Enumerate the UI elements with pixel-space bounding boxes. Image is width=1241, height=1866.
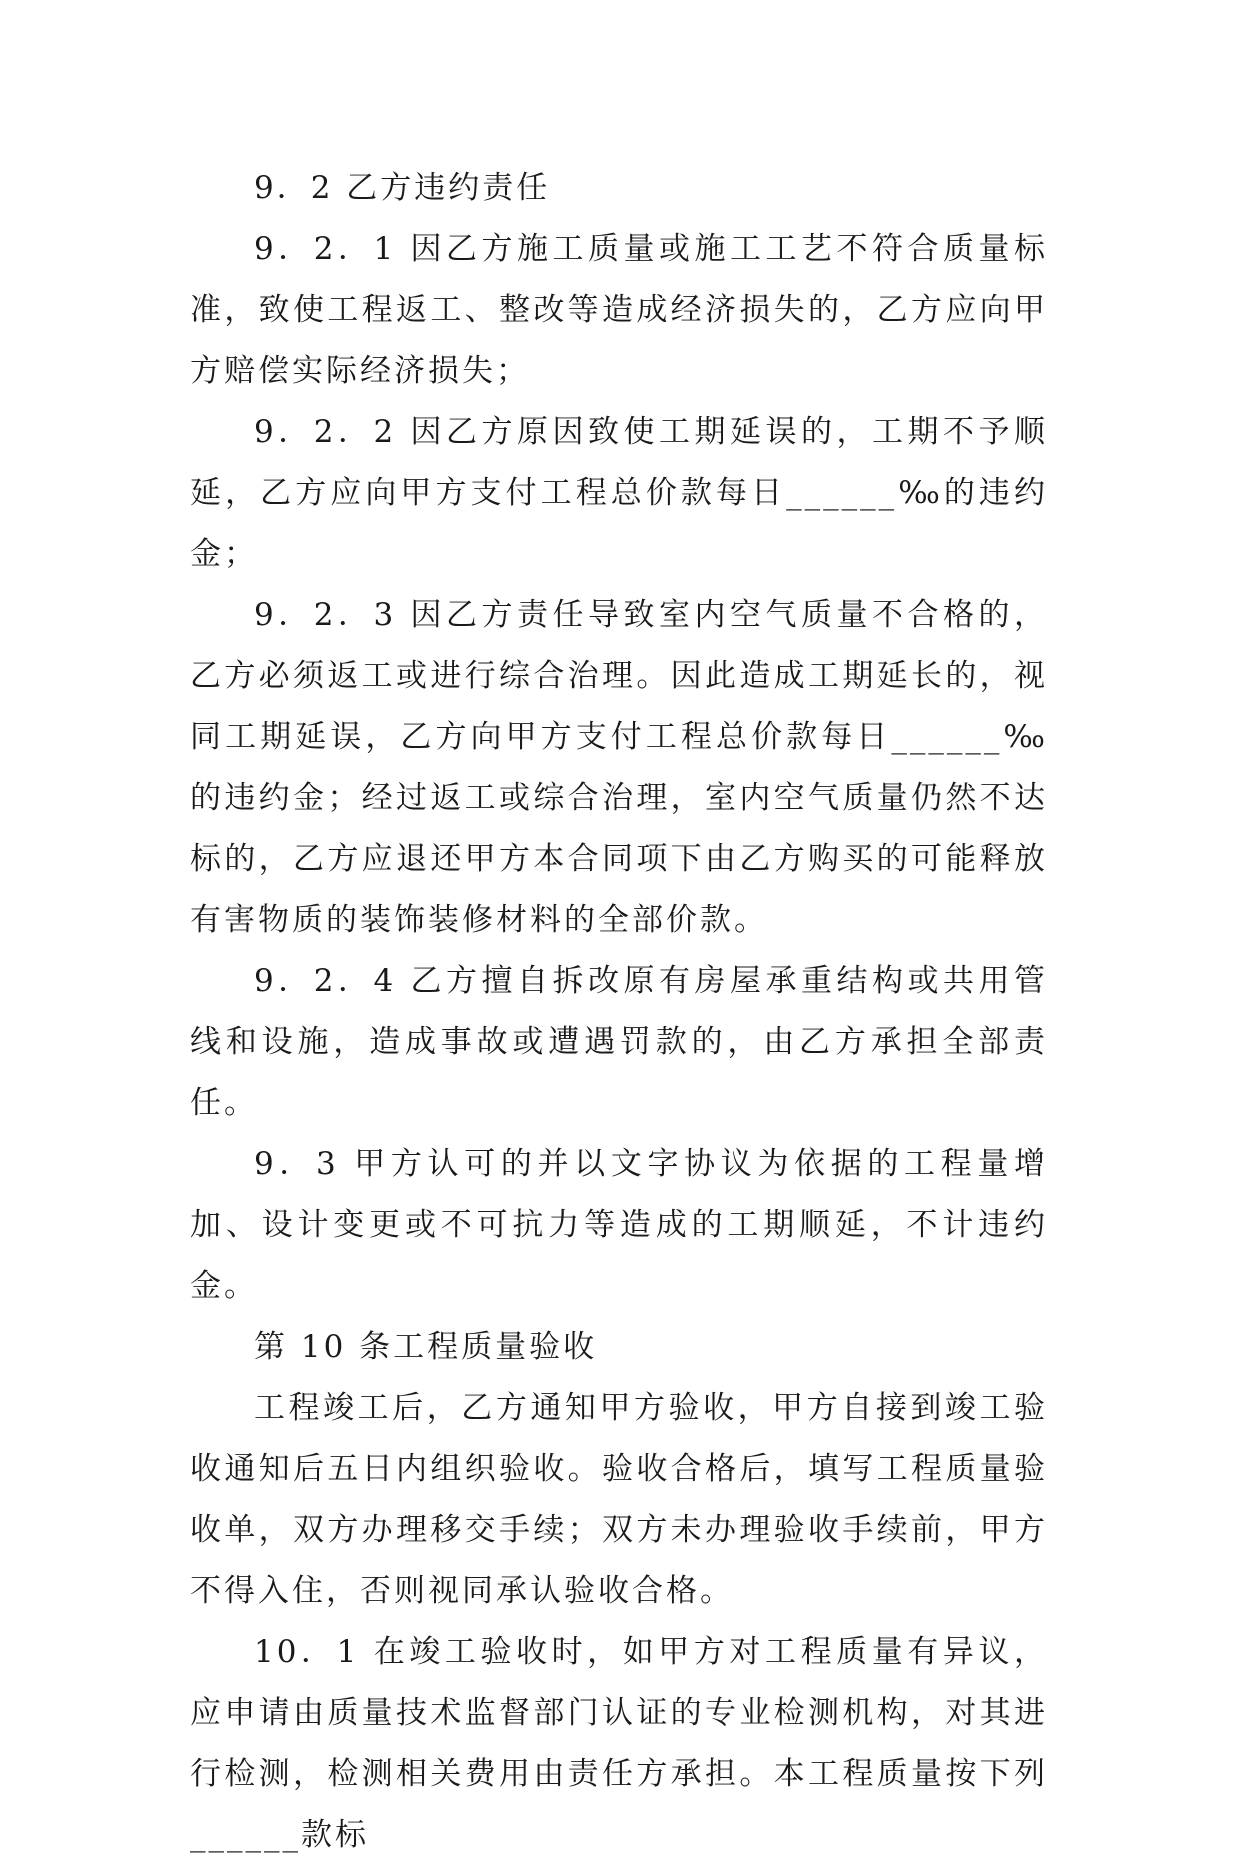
clause-10-1: 10．1 在竣工验收时，如甲方对工程质量有异议，应申请由质量技术监督部门认证的专业检测机构，对其进行检测，检测相关费用由责任方承担。本工程质量按下列______款标 bbox=[190, 1634, 1048, 1853]
clause-9-2-3: 9．2．3 因乙方责任导致室内空气质量不合格的，乙方必须返工或进行综合治理。因此造成工期延长的，视同工期延误，乙方向甲方支付工程总价款每日______‰的违约金；经过返工或综合治理，室内空气质量仍然不达标的，乙方应退还甲方本合同项下由乙方购买的可能释放有害物质的装饰装修材料的全部价款。 bbox=[190, 597, 1048, 938]
clause-9-2-4: 9．2．4 乙方擅自拆改原有房屋承重结构或共用管线和设施，造成事故或遭遇罚款的，由乙方承担全部责任。 bbox=[190, 963, 1048, 1121]
section-heading-9-2: 9．2 乙方违约责任 bbox=[254, 170, 551, 206]
clause-9-2-2: 9．2．2 因乙方原因致使工期延误的，工期不予顺延，乙方应向甲方支付工程总价款每日______‰的违约金； bbox=[190, 414, 1048, 572]
clause-9-2-1: 9．2．1 因乙方施工质量或施工工艺不符合质量标准，致使工程返工、整改等造成经济损失的，乙方应向甲方赔偿实际经济损失； bbox=[190, 231, 1048, 389]
document-body bbox=[190, 158, 1048, 1866]
article-10-intro: 工程竣工后，乙方通知甲方验收，甲方自接到竣工验收通知后五日内组织验收。验收合格后，填写工程质量验收单，双方办理移交手续；双方未办理验收手续前，甲方不得入住，否则视同承认验收合格。 bbox=[190, 1390, 1048, 1609]
clause-9-3: 9．3 甲方认可的并以文字协议为依据的工程量增加、设计变更或不可抗力等造成的工期顺延，不计违约金。 bbox=[190, 1146, 1048, 1304]
article-10-heading: 第 10 条工程质量验收 bbox=[254, 1329, 598, 1365]
